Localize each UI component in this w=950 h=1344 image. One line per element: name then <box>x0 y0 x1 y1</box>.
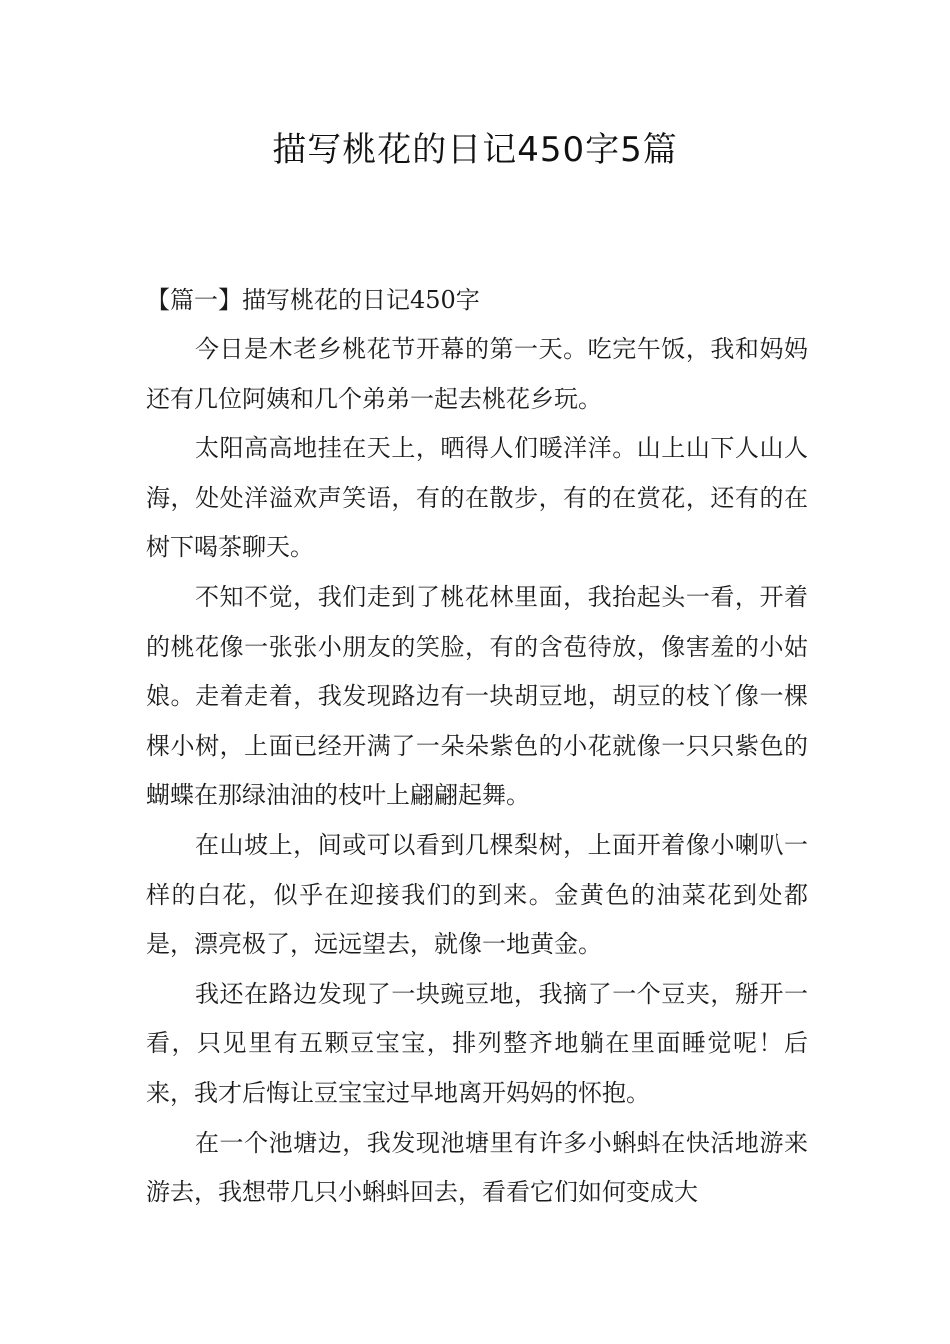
paragraph-5: 我还在路边发现了一块豌豆地，我摘了一个豆夹，掰开一看，只见里有五颗豆宝宝，排列整齐地躺在里面睡觉呢！后来，我才后悔让豆宝宝过早地离开妈妈的怀抱。 <box>146 979 808 1107</box>
document-body <box>146 276 808 1218</box>
section-heading: 【篇一】描写桃花的日记450字 <box>146 286 480 314</box>
paragraph-3: 不知不觉，我们走到了桃花林里面，我抬起头一看，开着的桃花像一张张小朋友的笑脸，有的含苞待放，像害羞的小姑娘。走着走着，我发现路边有一块胡豆地，胡豆的枝丫像一棵棵小树，上面已经开满了一朵朵紫色的小花就像一只只紫色的蝴蝶在那绿油油的枝叶上翩翩起舞。 <box>146 582 808 810</box>
document-title: 描写桃花的日记450字5篇 <box>272 130 678 170</box>
paragraph-6: 在一个池塘边，我发现池塘里有许多小蝌蚪在快活地游来游去，我想带几只小蝌蚪回去，看看它们如何变成大 <box>146 1128 808 1207</box>
paragraph-1: 今日是木老乡桃花节开幕的第一天。吃完午饭，我和妈妈还有几位阿姨和几个弟弟一起去桃花乡玩。 <box>146 335 808 413</box>
paragraph-4: 在山坡上，间或可以看到几棵梨树，上面开着像小喇叭一样的白花，似乎在迎接我们的到来。金黄色的油菜花到处都是，漂亮极了，远远望去，就像一地黄金。 <box>146 830 808 959</box>
paragraph-2: 太阳高高地挂在天上，晒得人们暖洋洋。山上山下人山人海，处处洋溢欢声笑语，有的在散步，有的在赏花，还有的在树下喝茶聊天。 <box>146 434 808 562</box>
